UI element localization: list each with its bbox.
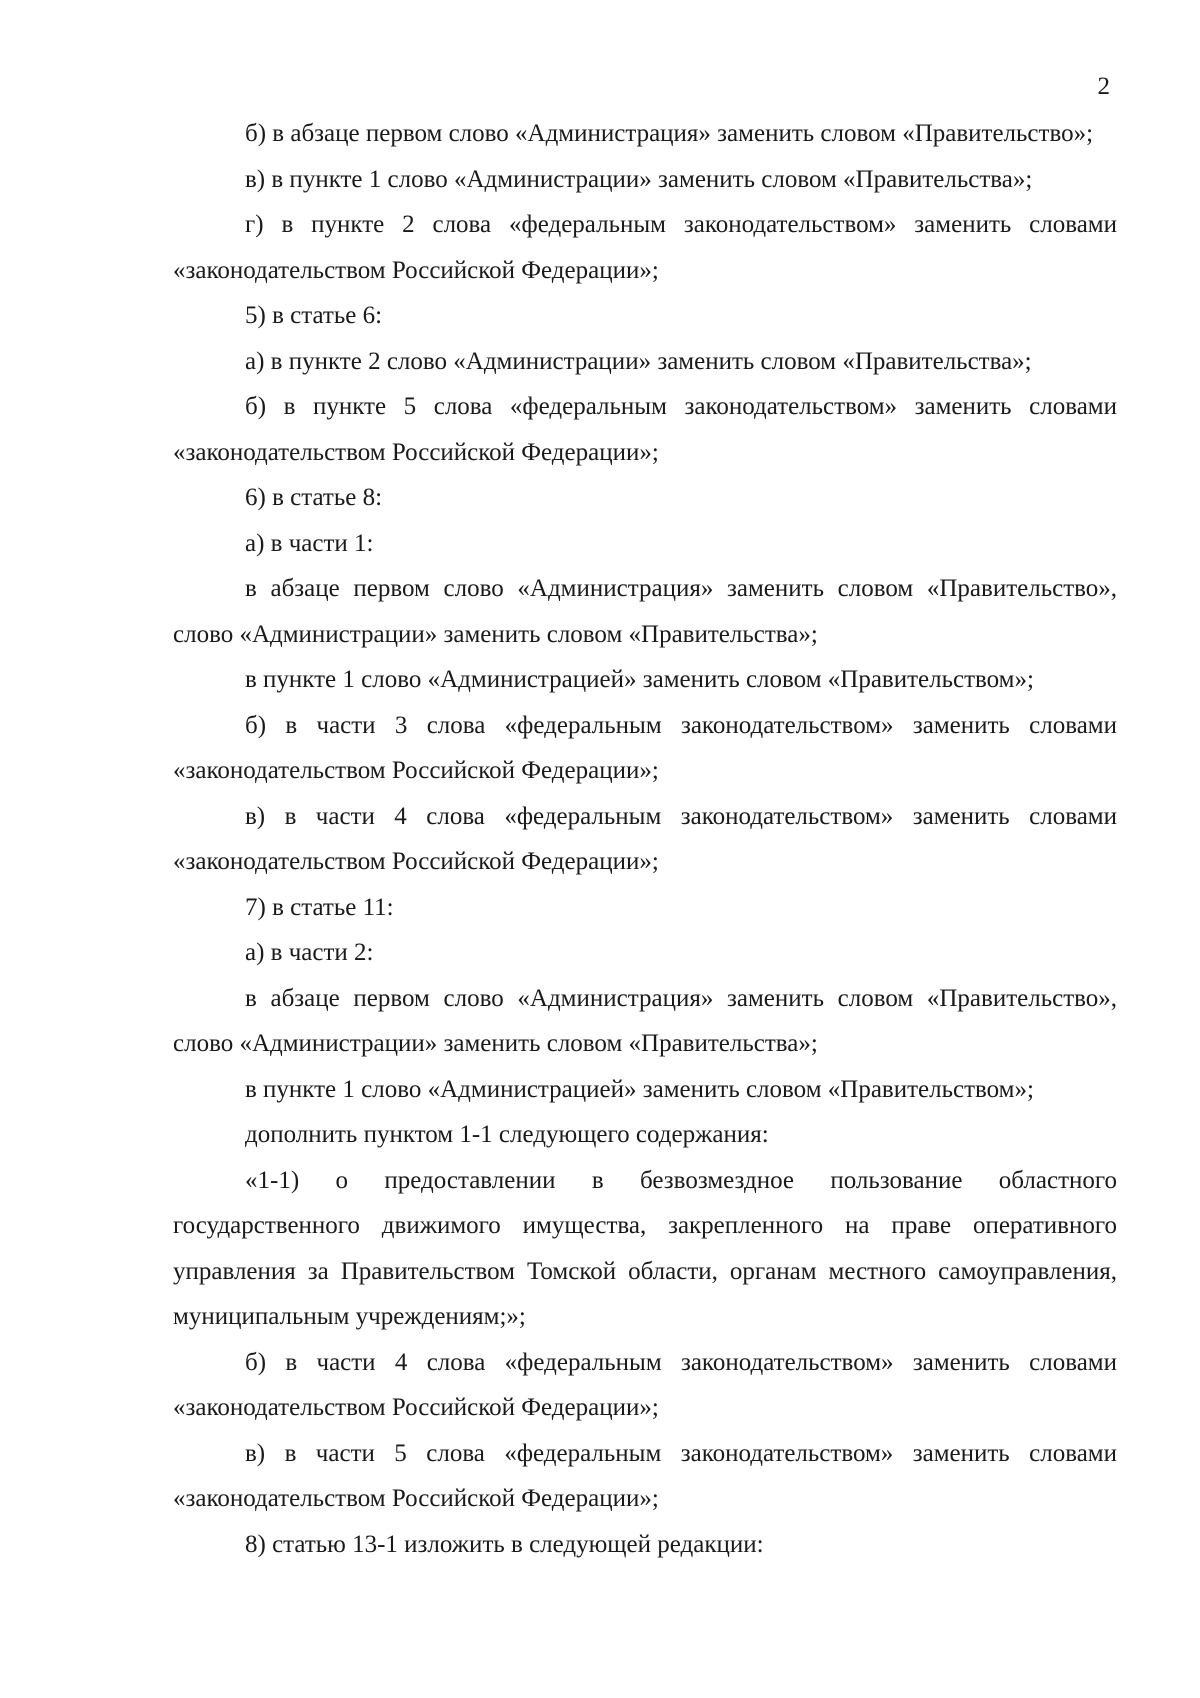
paragraph-13: 7) в статье 11: — [245, 893, 394, 921]
paragraph-8: а) в части 1: — [245, 529, 374, 557]
paragraph-19: б) в части 4 слова «федеральным законодательством» заменить словами «законодательством Российской Федерации»; — [173, 1348, 1117, 1421]
paragraph-7: 6) в статье 8: — [245, 484, 383, 511]
paragraph-12: в) в части 4 слова «федеральным законодательством» заменить словами «законодательством Российской Федерации»; — [173, 802, 1117, 875]
paragraph-6: б) в пункте 5 слова «федеральным законодательством» заменить словами «законодательством Российской Федерации»; — [173, 393, 1117, 466]
page-number: 2 — [1097, 73, 1110, 100]
paragraph-9: в абзаце первом слово «Администрация» заменить словом «Правительство», слово «Администрации» заменить словом «Правительства»; — [173, 575, 1117, 648]
paragraph-21: 8) статью 13-1 изложить в следующей редакции: — [245, 1530, 764, 1558]
paragraph-11: б) в части 3 слова «федеральным законодательством» заменить словами «законодательством Российской Федерации»; — [173, 711, 1117, 784]
paragraph-10: в пункте 1 слово «Администрацией» заменить словом «Правительством»; — [245, 666, 1034, 693]
paragraph-4: 5) в статье 6: — [245, 302, 383, 329]
paragraph-16: в пункте 1 слово «Администрацией» заменить словом «Правительством»; — [245, 1075, 1034, 1103]
paragraph-15: в абзаце первом слово «Администрация» заменить словом «Правительство», слово «Администрации» заменить словом «Правительства»; — [173, 984, 1117, 1057]
paragraph-1: б) в абзаце первом слово «Администрация» заменить словом «Правительство»; — [245, 120, 1094, 147]
paragraph-18: «1-1) о предоставлении в безвозмездное пользование областного государственного движимого имущества, закрепленного на праве оперативного управления за Правительством Томской области, органам местного самоуправления, муниципальным учреждениям;»; — [173, 1166, 1117, 1330]
paragraph-17: дополнить пунктом 1-1 следующего содержания: — [245, 1121, 769, 1148]
document-body — [173, 111, 1117, 1567]
paragraph-2: в) в пункте 1 слово «Администрации» заменить словом «Правительства»; — [245, 165, 1033, 193]
paragraph-20: в) в части 5 слова «федеральным законодательством» заменить словами «законодательством Российской Федерации»; — [173, 1439, 1117, 1512]
paragraph-14: а) в части 2: — [245, 939, 374, 966]
paragraph-5: а) в пункте 2 слово «Администрации» заменить словом «Правительства»; — [245, 347, 1032, 375]
paragraph-3: г) в пункте 2 слова «федеральным законодательством» заменить словами «законодательством Российской Федерации»; — [173, 211, 1117, 284]
